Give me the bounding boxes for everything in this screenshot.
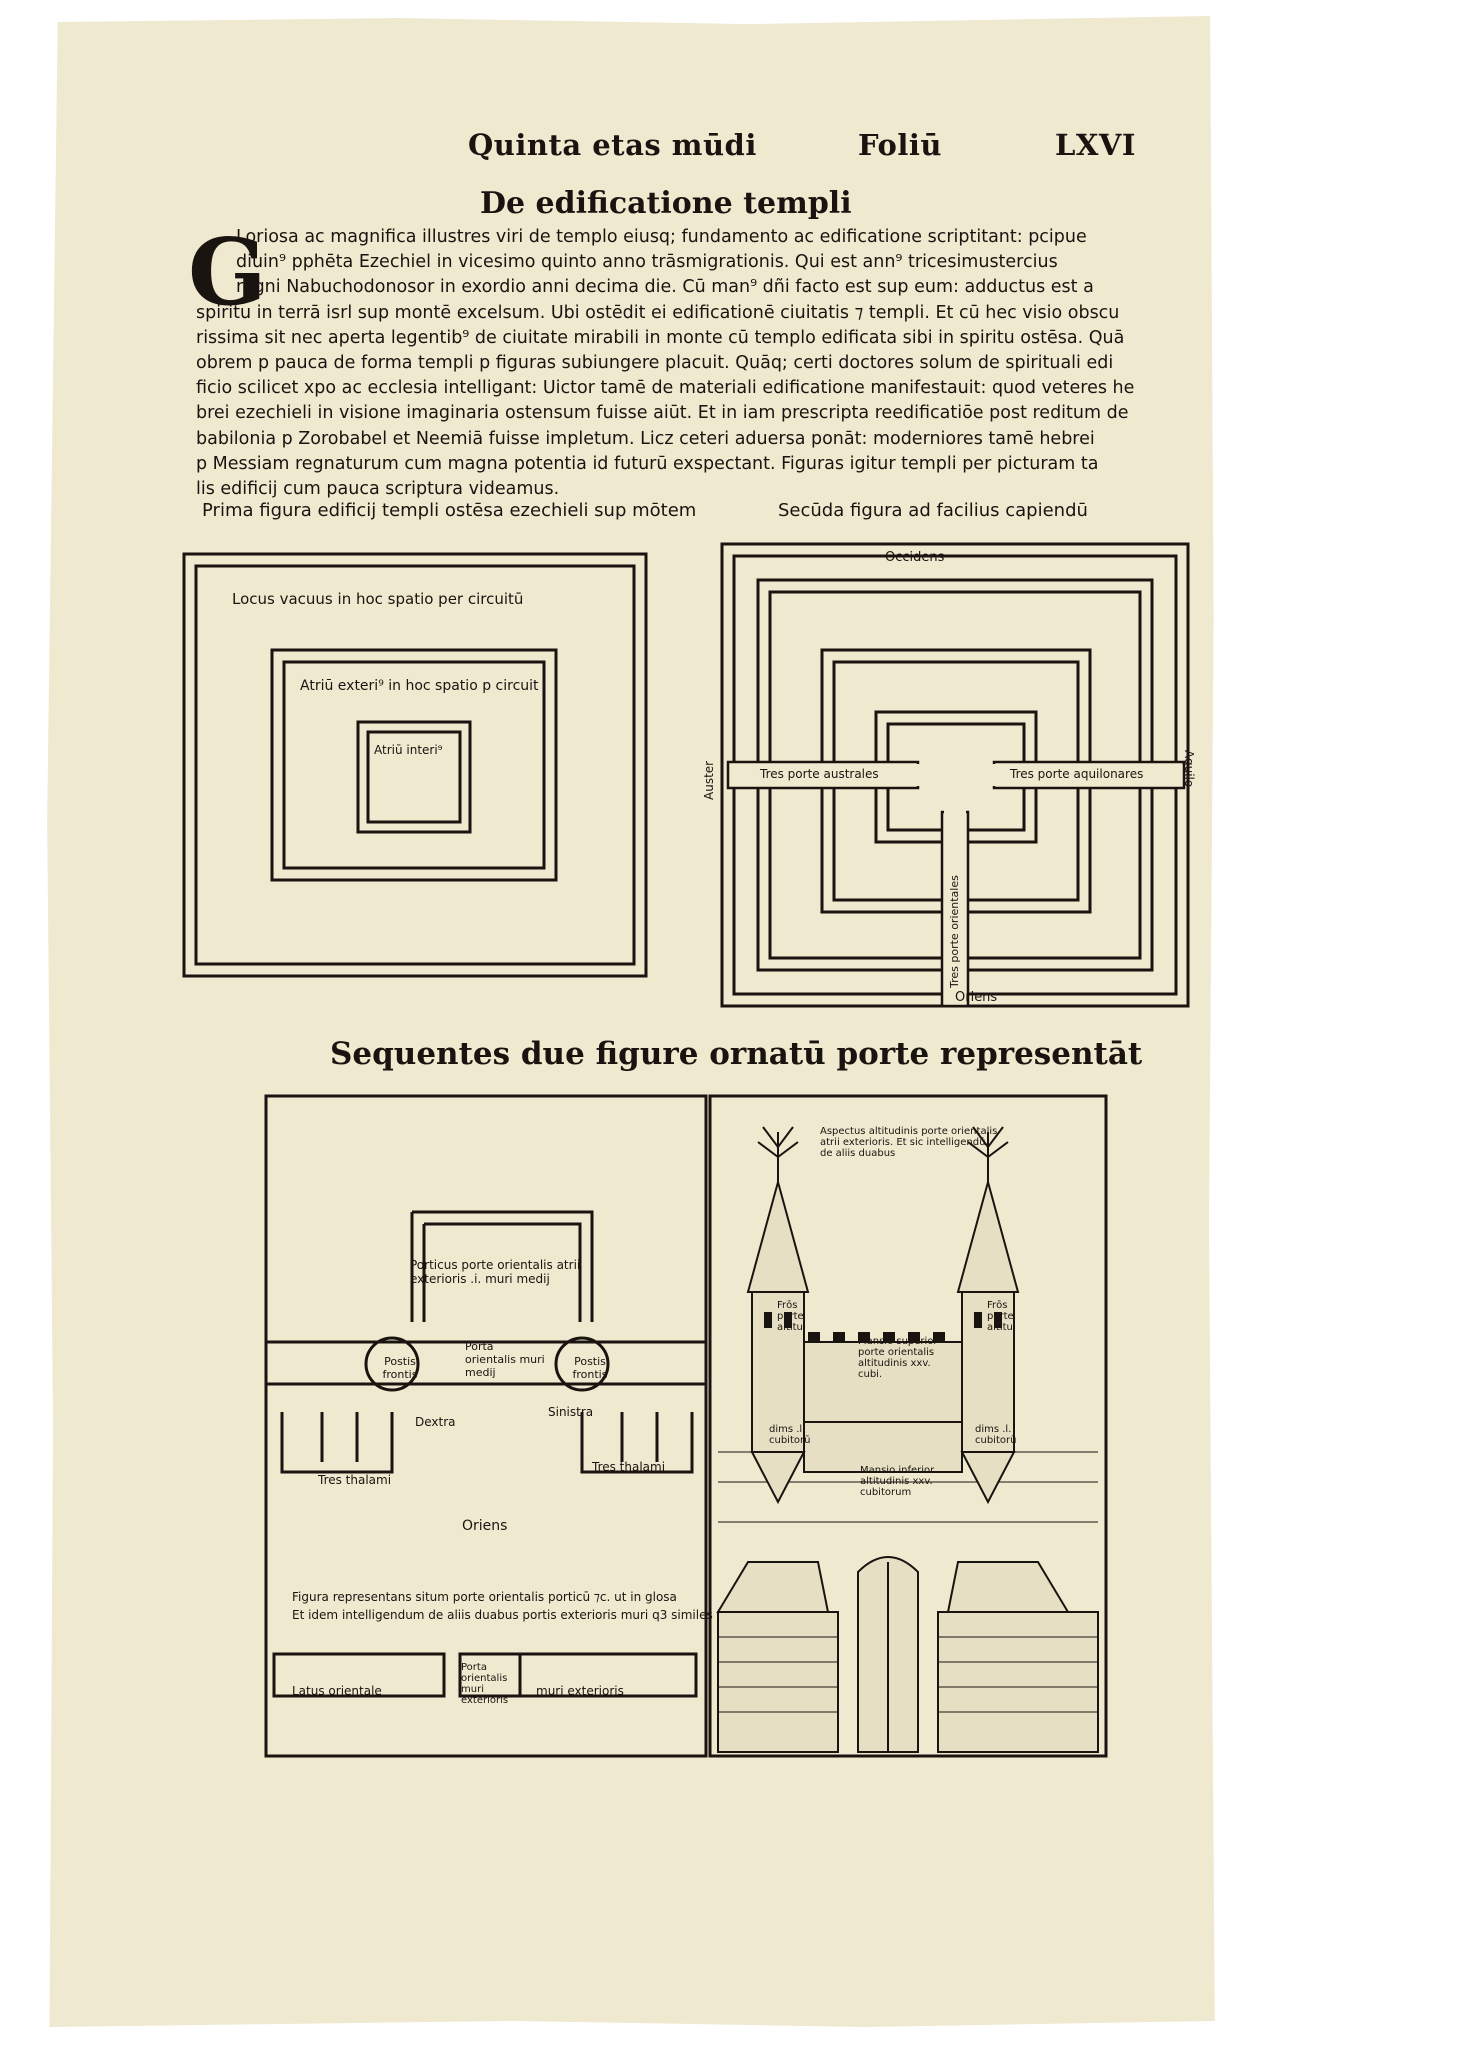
fig3-sinistra-label: Sinistra bbox=[548, 1405, 594, 1419]
fig4-aspect-label: Aspectus altitudinis porte orientalis atrii exterioris. Et sic intelligendū de aliis duabus bbox=[820, 1126, 998, 1159]
fig4-dims-left: dims .l. cubitorū bbox=[769, 1424, 811, 1446]
body-line: lis edificij cum pauca scriptura videamus. bbox=[196, 479, 560, 500]
fig2-gate-east: Tres porte orientales bbox=[948, 875, 961, 988]
fig2-gate-south: Tres porte australes bbox=[760, 767, 879, 781]
body-line: babilonia p Zorobabel et Neemiā fuisse impletum. Licz ceteri aduersa ponāt: moderniores tamē hebrei bbox=[196, 428, 1095, 449]
figure4-gate-elevation bbox=[708, 1092, 1108, 1760]
figure1-caption: Prima figura edificij templi ostēsa ezechieli sup mōtem bbox=[202, 500, 697, 521]
fig3-oriens-label: Oriens bbox=[462, 1518, 508, 1534]
fig3-latus-label: Latus orientale bbox=[292, 1684, 382, 1698]
fig4-mansio-superior: Mansio superior porte orientalis altitudinis xxv. cubi. bbox=[858, 1336, 938, 1380]
figure3-porch-plan bbox=[262, 1092, 710, 1760]
fig3-note2: Et idem intelligendum de aliis duabus portis exterioris muri q3 similes bbox=[292, 1608, 713, 1622]
fig1-outer-label: Locus vacuus in hoc spatio per circuitū bbox=[232, 590, 524, 608]
page-title: De edificatione templi bbox=[480, 186, 852, 221]
drop-initial: G bbox=[188, 218, 267, 326]
body-line: ficio scilicet xpo ac ecclesia intelligant: Uictor tamē de materiali edificatione manifestauit: quod veteres he bbox=[196, 378, 1135, 399]
body-line: diuin⁹ pphēta Ezechiel in vicesimo quinto anno trāsmigrationis. Qui est ann⁹ tricesimustercius bbox=[236, 252, 1058, 273]
fig2-bottom-label: Oriens bbox=[955, 990, 998, 1005]
body-line: rissima sit nec aperta legentib⁹ de ciuitate mirabili in monte cū templo edificata sibi in spiritu ostēsa. Quā bbox=[196, 327, 1125, 348]
fig4-mansio-inferior: Mansio inferior altitudinis xxv. cubitorum bbox=[860, 1465, 935, 1498]
figure1-plan bbox=[180, 550, 650, 980]
figure2-caption: Secūda figura ad facilius capiendū bbox=[778, 500, 1088, 521]
folio-number: LXVI bbox=[1055, 128, 1136, 162]
fig1-inner-label: Atriū interi⁹ bbox=[374, 743, 443, 757]
fig3-porta-exterioris: Porta orientalis muri exterioris bbox=[461, 1662, 509, 1706]
fig3-door-label: Porta orientalis muri medij bbox=[465, 1340, 545, 1379]
fig2-right-label: Aquilo bbox=[1182, 750, 1196, 788]
fig3-postis-left: Postis frontis bbox=[382, 1355, 418, 1381]
fig2-gate-north: Tres porte aquilonares bbox=[1010, 767, 1144, 781]
running-head-center: Foliū bbox=[858, 128, 942, 162]
fig2-left-label: Auster bbox=[702, 760, 716, 800]
body-line: brei ezechieli in visione imaginaria ostensum fuisse aiūt. Et in iam prescripta reedificatiōe post reditum de bbox=[196, 403, 1129, 424]
fig3-postis-right: Postis frontis bbox=[572, 1355, 608, 1381]
fig1-middle-label: Atriū exteri⁹ in hoc spatio p circuit bbox=[300, 678, 539, 694]
body-line: spiritu in terrā isrl sup montē excelsum. Ubi ostēdit ei edificationē ciuitatis ⁊ templi. Et cū hec visio obscu bbox=[196, 302, 1120, 323]
body-line: obrem p pauca de forma templi p figuras subiungere placuit. Quāq; certi doctores solum de spirituali edi bbox=[196, 353, 1114, 374]
fig3-muri-label: muri exterioris bbox=[536, 1684, 624, 1698]
fig4-dims-right: dims .l. cubitorū bbox=[975, 1424, 1017, 1446]
fig3-dextra-label: Dextra bbox=[415, 1415, 456, 1429]
fig3-thalami-right: Tres thalami bbox=[592, 1460, 666, 1474]
lower-figures-caption: Sequentes due figure ornatū porte representāt bbox=[330, 1036, 1143, 1072]
body-line: p Messiam regnaturum cum magna potentia id futurū exspectant. Figuras igitur templi per picturam ta bbox=[196, 453, 1099, 474]
body-line: Loriosa ac magnifica illustres viri de templo eiusq; fundamento ac edificatione scriptitant: pcipue bbox=[236, 227, 1087, 247]
running-head-left: Quinta etas mūdi bbox=[468, 128, 757, 162]
body-text bbox=[196, 225, 1196, 502]
fig3-porch-label: Porticus porte orientalis atrii exterioris .i. muri medij bbox=[410, 1258, 581, 1286]
fig4-frons-right: Frōs porte altitu bbox=[987, 1300, 1014, 1333]
fig4-frons-left: Frōs porte altitu bbox=[777, 1300, 804, 1333]
body-line: regni Nabuchodonosor in exordio anni decima die. Cū man⁹ dñi facto est sup eum: adductus est a bbox=[236, 277, 1094, 298]
fig3-thalami-left: Tres thalami bbox=[318, 1473, 392, 1487]
fig2-top-label: Occidens bbox=[885, 550, 945, 565]
fig3-note1: Figura representans situm porte orientalis porticū ⁊c. ut in glosa bbox=[292, 1590, 677, 1604]
